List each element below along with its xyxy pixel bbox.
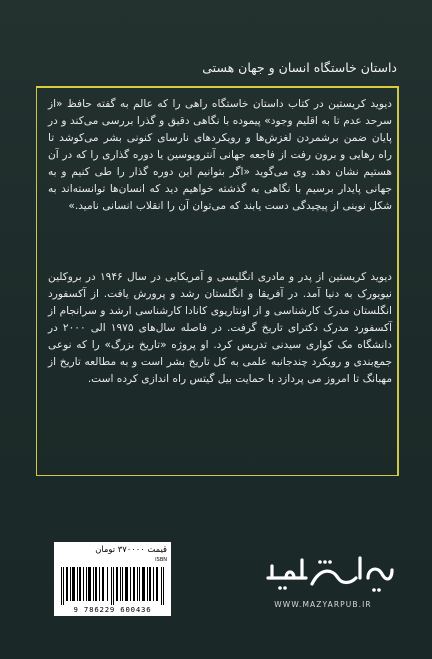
synopsis-paragraph: دیوید کریستین در کتاب داستان خاستگاه راهی را که عالم به گفته حافظ «از سرحد عدم تا به اقلیم وجود» پیموده با نگاهی دقیق و گذرا بررسی می‌کند و در پایان ضمن برشمردن لغزش‌ها و رویکردهای نارسای کنونی بشر می‌کوشد تا راه رهایی و برون رفت از فاجعه جهانی آنتروپوسین یا دوره گذاری را که در آن هستیم نشان دهد. وی می‌گوید «اگر بتوانیم این دوره گذار را طی کنیم و به جهانی پایدار برسیم با نگاهی به گذشته خواهیم دید که انسان‌ها توانسته‌اند به شکل نوینی از پیچیدگی دست یابند که می‌توان آن را انقلاب انسانی نامید.» xyxy=(48,98,392,212)
barcode-image xyxy=(61,567,164,605)
book-title: داستان خاستگاه انسان و جهان هستی xyxy=(202,60,397,75)
isbn-label: ISBN xyxy=(155,557,167,563)
author-bio-paragraph: دیوید کریستین از پدر و مادری انگلیسی و آمریکایی در سال ۱۹۴۶ در بروکلین نیویورک به دنیا آمد. در آفریقا و انگلستان رشد و پرورش یافت. از آکسفورد انگلستان مدرک کارشناسی و از اونتاریوی کانادا کارشناسی ارشد و سرانجام از آکسفورد مدرک دکترای تاریخ گرفت. در فاصله سال‌های ۱۹۷۵ الی ۲۰۰۰ در دانشگاه مک کواری سیدنی تدریس کرد. او پروژه «تاریخ بزرگ» را که نوعی جمع‌بندی و رویکرد چندجانبه علمی به کل تاریخ بشر است و به مطالعه تاریخ از مهبانگ تا امروز می‌ پردازد با حمایت بیل گیتس راه اندازی کرده است. xyxy=(48,271,392,385)
barcode-card xyxy=(54,542,171,616)
publisher-website[interactable]: WWW.MAZYARPUB.IR xyxy=(274,600,372,609)
price-label: قیمت ۳۷۰۰۰۰ تومان xyxy=(95,544,167,554)
publisher-logo xyxy=(262,548,396,598)
isbn-number: 9 786229 600436 xyxy=(73,605,152,614)
